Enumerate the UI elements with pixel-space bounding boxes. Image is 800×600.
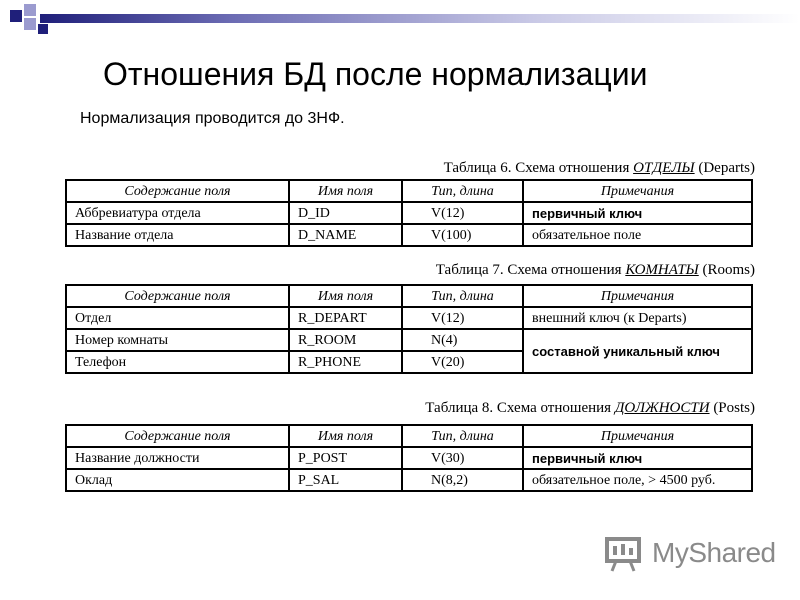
cell-field-content: Оклад	[66, 469, 289, 491]
cell-notes: первичный ключ	[523, 202, 752, 224]
decor-square-light	[24, 18, 36, 30]
table-row	[66, 329, 752, 351]
header-cell: Примечания	[523, 285, 752, 307]
cell-field-content: Номер комнаты	[66, 329, 289, 351]
caption-relation-name: КОМНАТЫ	[625, 262, 699, 278]
header-cell: Имя поля	[289, 285, 402, 307]
logo-wordmark: MyShared	[652, 537, 776, 568]
cell-field-name: R_PHONE	[289, 351, 402, 373]
schema-table-posts	[65, 424, 753, 492]
cell-type-length: N(4)	[402, 329, 523, 351]
table-header-row	[66, 180, 752, 202]
header-cell: Тип, длина	[402, 285, 523, 307]
header-gradient-bar	[40, 14, 800, 23]
cell-field-name: D_NAME	[289, 224, 402, 246]
caption-prefix: Таблица 6. Схема отношения	[443, 160, 634, 176]
caption-relation-name: ДОЛЖНОСТИ	[614, 400, 710, 416]
cell-field-content: Название отдела	[66, 224, 289, 246]
caption-prefix: Таблица 7. Схема отношения	[435, 262, 626, 278]
header-cell: Содержание поля	[66, 180, 289, 202]
cell-notes: внешний ключ (к Departs)	[523, 307, 752, 329]
header-cell: Тип, длина	[402, 425, 523, 447]
decor-square-dark	[10, 10, 22, 22]
decor-square-light	[24, 4, 36, 16]
caption-suffix: (Departs)	[694, 160, 755, 176]
cell-field-name: P_SAL	[289, 469, 402, 491]
cell-type-length: V(30)	[402, 447, 523, 469]
caption-prefix: Таблица 8. Схема отношения	[425, 400, 615, 416]
decor-square-dark	[38, 24, 48, 34]
header-cell: Имя поля	[289, 425, 402, 447]
header-cell: Примечания	[523, 425, 752, 447]
cell-field-content: Телефон	[66, 351, 289, 373]
schema-table-rooms	[65, 284, 753, 374]
cell-type-length: N(8,2)	[402, 469, 523, 491]
myshared-logo	[604, 534, 774, 574]
cell-type-length: V(12)	[402, 307, 523, 329]
caption-suffix: (Rooms)	[698, 262, 755, 278]
header-cell: Содержание поля	[66, 285, 289, 307]
cell-notes: обязательное поле, > 4500 руб.	[523, 469, 752, 491]
caption-suffix: (Posts)	[709, 400, 755, 416]
table-caption	[444, 160, 755, 177]
cell-field-content: Аббревиатура отдела	[66, 202, 289, 224]
cell-field-name: P_POST	[289, 447, 402, 469]
schema-table-departs	[65, 179, 753, 247]
header-cell: Тип, длина	[402, 180, 523, 202]
cell-field-name: R_ROOM	[289, 329, 402, 351]
table-header-row	[66, 425, 752, 447]
cell-field-content: Отдел	[66, 307, 289, 329]
cell-type-length: V(12)	[402, 202, 523, 224]
table-row	[66, 202, 752, 224]
caption-relation-name: ОТДЕЛЫ	[633, 160, 695, 176]
table-caption	[425, 400, 755, 417]
slide-title: Отношения БД после нормализации	[103, 56, 648, 92]
cell-type-length: V(100)	[402, 224, 523, 246]
cell-field-name: D_ID	[289, 202, 402, 224]
table-header-row	[66, 285, 752, 307]
cell-field-name: R_DEPART	[289, 307, 402, 329]
header-cell: Имя поля	[289, 180, 402, 202]
table-row	[66, 447, 752, 469]
cell-notes: первичный ключ	[523, 447, 752, 469]
cell-notes: составной уникальный ключ	[523, 329, 752, 373]
table-row	[66, 224, 752, 246]
cell-notes: обязательное поле	[523, 224, 752, 246]
cell-type-length: V(20)	[402, 351, 523, 373]
header-cell: Содержание поля	[66, 425, 289, 447]
header-cell: Примечания	[523, 180, 752, 202]
table-row	[66, 307, 752, 329]
presentation-board-icon	[604, 534, 644, 574]
table-row	[66, 469, 752, 491]
cell-field-content: Название должности	[66, 447, 289, 469]
slide-subtitle: Нормализация проводится до 3НФ.	[80, 110, 345, 127]
table-caption	[436, 262, 755, 279]
